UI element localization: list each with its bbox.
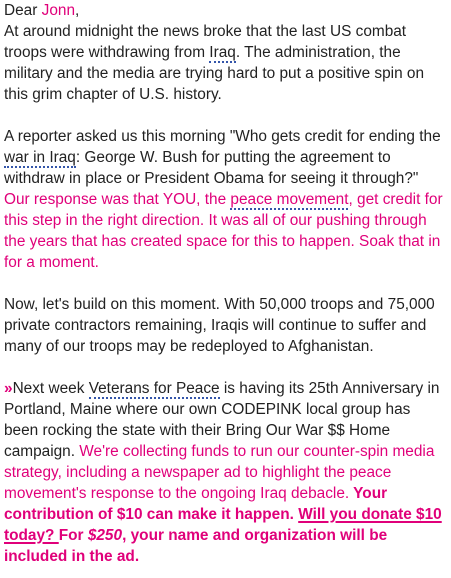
paragraph-veterans: [4, 378, 447, 567]
recipient-name: Jonn: [41, 2, 76, 19]
para4-text-1: Next week: [12, 380, 89, 397]
para2-text-1: A reporter asked us this morning "Who gets credit for ending the: [4, 128, 441, 145]
paragraph-reporter: [4, 126, 447, 273]
para1-text-1: At around midnight the news broke that the last US combat troops were withdrawing from: [4, 23, 407, 61]
para4-funding-text: We're collecting funds to run our counter-spin media strategy, including a newspaper ad to highlight the peace movement's response to the ongoing Iraq debacle.: [4, 443, 435, 502]
donation-250-text-a: For: [58, 527, 88, 544]
paragraph-build-on-moment: Now, let's build on this moment. With 50,000 troops and 75,000 private contractors remaining, Iraqis will continue to suffer and many of our troops may be redeployed to Afghanistan.: [4, 296, 435, 355]
veterans-for-peace-link[interactable]: Veterans for Peace: [88, 380, 220, 397]
para2-response-1: Our response was that YOU, the: [4, 191, 231, 208]
greeting-suffix: ,: [75, 2, 80, 19]
para1-text-2: . The administration, the military and the media are trying hard to put a positive spin on this grim chapter of U.S. history.: [4, 44, 425, 103]
double-arrow-icon: »: [4, 380, 10, 397]
greeting-prefix: Dear: [4, 2, 42, 19]
contribution-text: Your contribution of $10 can make it happen.: [4, 485, 388, 523]
para4-text-2: is having its 25th Anniversary in Portland, Maine where our own CODEPINK local group has been rocking the state with their Bring Our War $$ Home campaign.: [4, 380, 440, 460]
para2-response-2: , get credit for this step in the right direction. It was all of our pushing through the years that has created space for this to happen. Soak that in for a moment.: [4, 191, 443, 271]
iraq-link[interactable]: Iraq: [209, 44, 236, 61]
para2-text-2: : George W. Bush for putting the agreement to withdraw in place or President Obama for seeing it through?": [4, 149, 419, 187]
donation-250-amount: $250: [87, 527, 123, 544]
donate-link[interactable]: Will you donate $10 today?: [4, 506, 442, 544]
donation-250-text-b: , your name and organization will be included in the ad.: [4, 527, 388, 565]
greeting: [4, 0, 447, 105]
peace-movement-link[interactable]: peace movement: [230, 191, 349, 208]
war-in-iraq-link[interactable]: war in Iraq: [4, 149, 76, 166]
